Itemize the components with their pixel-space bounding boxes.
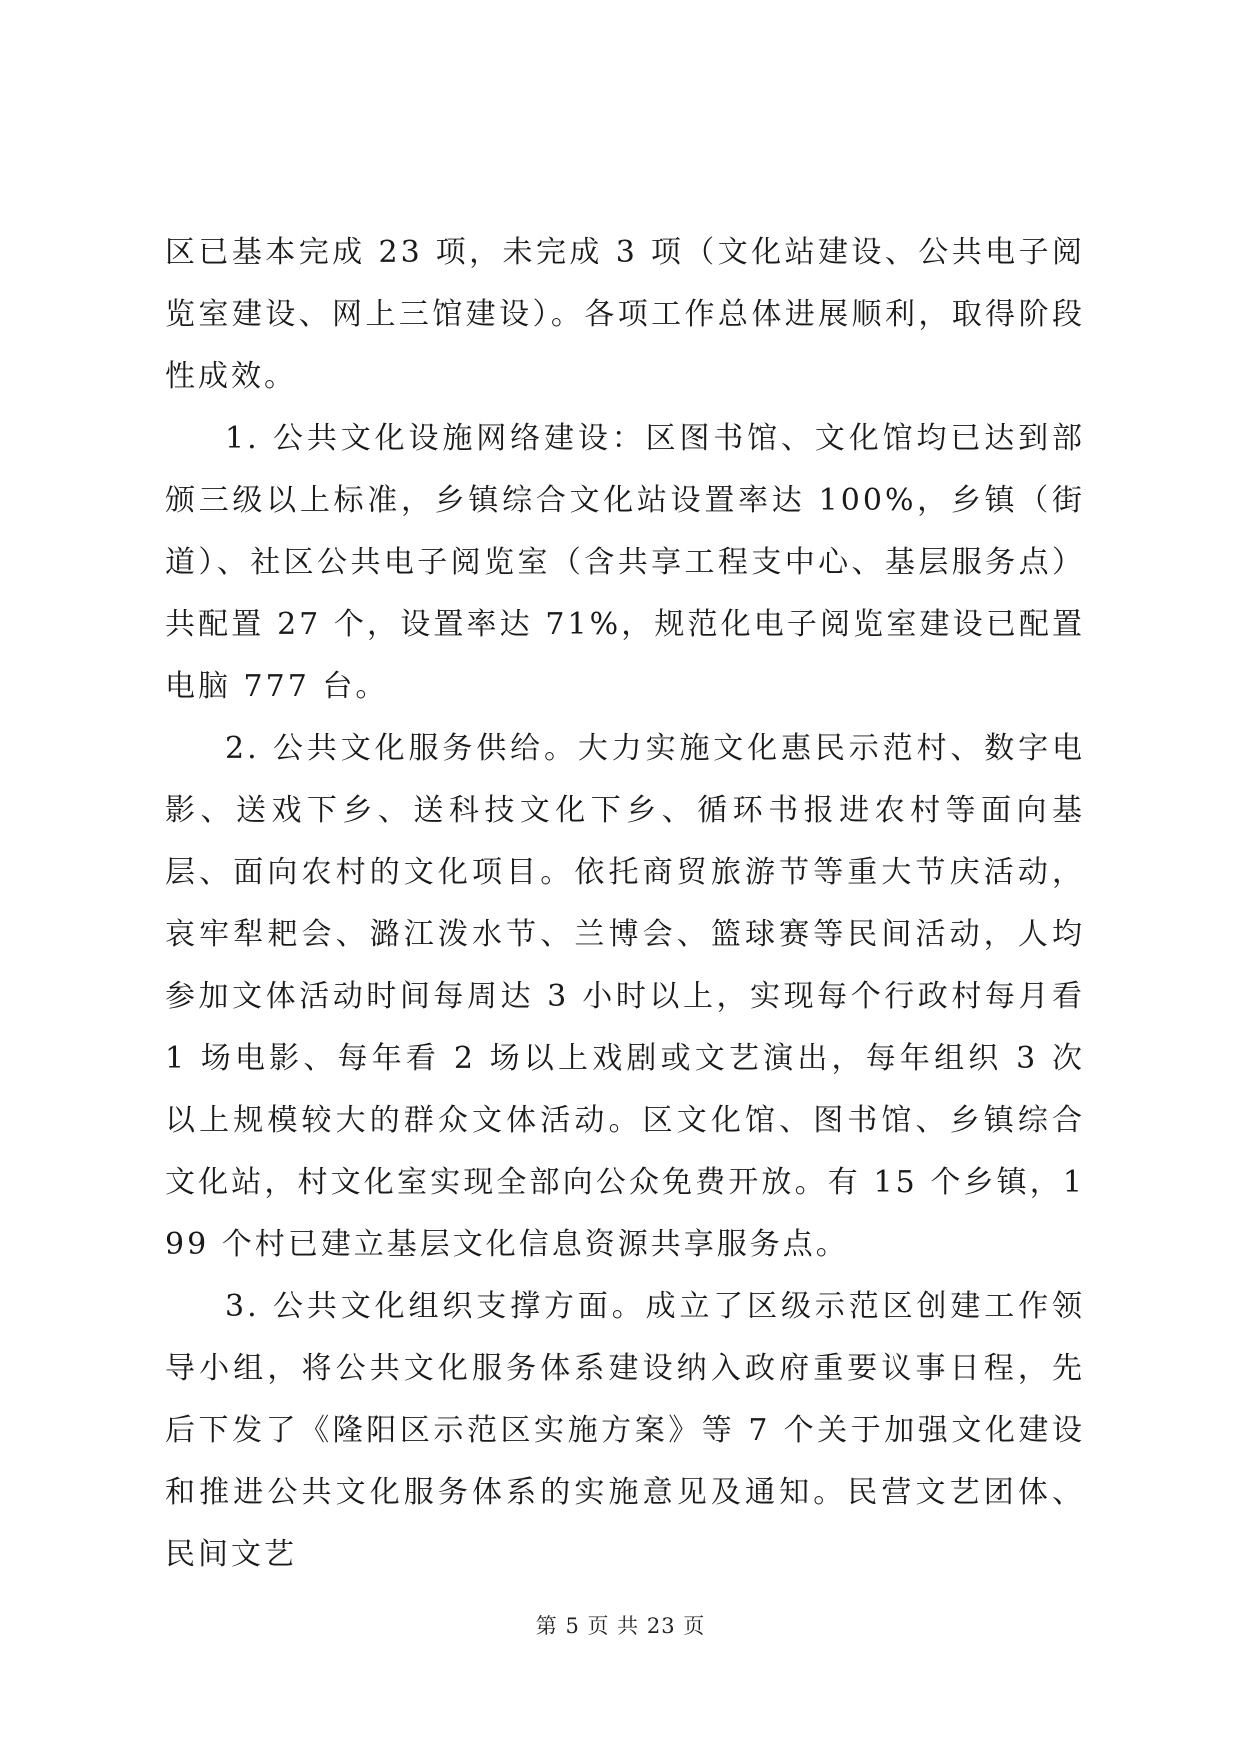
paragraph-facility-network: 1. 公共文化设施网络建设：区图书馆、文化馆均已达到部颁三级以上标准，乡镇综合文化站设置率达 100%，乡镇（街道）、社区公共电子阅览室（含共享工程支中心、基层服务点）共配置 27 个，设置率达 71%，规范化电子阅览室建设已配置电脑 777 台。 bbox=[165, 421, 1085, 704]
paragraph-organization-support: 3. 公共文化组织支撑方面。成立了区级示范区创建工作领导小组，将公共文化服务体系建设纳入政府重要议事日程，先后下发了《隆阳区示范区实施方案》等 7 个关于加强文化建设和推进公共文化服务体系的实施意见及通知。民营文艺团体、民间文艺 bbox=[165, 1289, 1085, 1572]
document-body bbox=[165, 222, 1085, 1586]
paragraph-continuation: 区已基本完成 23 项，未完成 3 项（文化站建设、公共电子阅览室建设、网上三馆建设）。各项工作总体进展顺利，取得阶段性成效。 bbox=[165, 235, 1085, 394]
paragraph-service-supply: 2. 公共文化服务供给。大力实施文化惠民示范村、数字电影、送戏下乡、送科技文化下乡、循环书报进农村等面向基层、面向农村的文化项目。依托商贸旅游节等重大节庆活动，哀牢犁耙会、潞江泼水节、兰博会、篮球赛等民间活动，人均参加文体活动时间每周达 3 小时以上，实现每个行政村每月看 1 场电影、每年看 2 场以上戏剧或文艺演出，每年组织 3 次以上规模较大的群众文体活动。区文化馆、图书馆、乡镇综合文化站，村文化室实现全部向公众免费开放。有 15 个乡镇，199 个村已建立基层文化信息资源共享服务点。 bbox=[165, 731, 1085, 1262]
page-footer: 第 5 页 共 23 页 bbox=[535, 1614, 706, 1638]
